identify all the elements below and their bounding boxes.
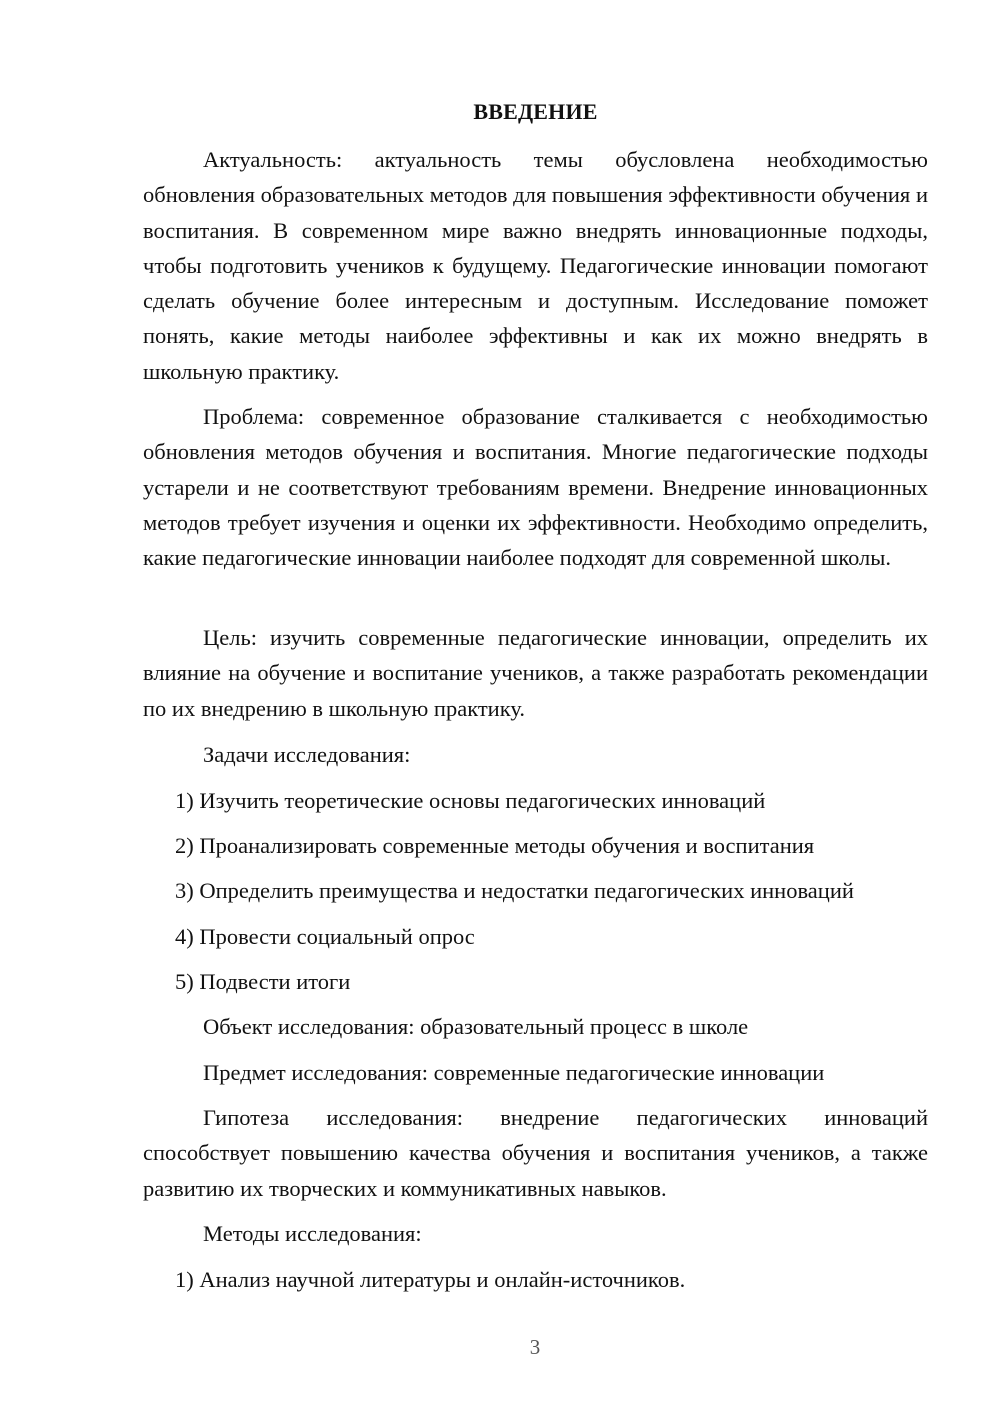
- object-block: [143, 1009, 928, 1044]
- list-item: 2) Проанализировать современные методы обучения и воспитания: [175, 833, 815, 858]
- hypothesis-block: [143, 1100, 928, 1206]
- research-object: Объект исследования: образовательный процесс в школе: [203, 1014, 749, 1039]
- research-subject: Предмет исследования: современные педагогические инновации: [203, 1060, 825, 1085]
- tasks-heading: Задачи исследования:: [203, 742, 411, 767]
- problem-block: [143, 399, 928, 575]
- hypothesis-paragraph: Гипотеза исследования: внедрение педагогических инноваций способствует повышению качества обучения и воспитания учеников, а также развитию их творческих и коммуникативных навыков.: [143, 1105, 928, 1201]
- problem-paragraph: Проблема: современное образование сталкивается с необходимостью обновления методов обучения и воспитания. Многие педагогические подходы устарели и не соответствуют требованиям времени. Внедрение инновационных методов требует изучения и оценки их эффективности. Необходимо определить, какие педагогические инновации наиболее подходят для современной школы.: [143, 404, 928, 571]
- tasks-heading-block: [143, 737, 928, 772]
- relevance-block: [143, 142, 928, 389]
- subject-block: [143, 1055, 928, 1090]
- list-item: 1) Изучить теоретические основы педагогических инноваций: [175, 788, 766, 813]
- tasks-item-1-block: [143, 783, 928, 818]
- tasks-item-5-block: [143, 964, 928, 999]
- list-item: 1) Анализ научной литературы и онлайн-источников.: [175, 1267, 686, 1292]
- tasks-item-2-block: [143, 828, 928, 863]
- goal-paragraph: Цель: изучить современные педагогические инновации, определить их влияние на обучение и воспитание учеников, а также разработать рекомендации по их внедрению в школьную практику.: [143, 625, 928, 721]
- methods-item-1-block: [143, 1262, 928, 1297]
- list-item: 4) Провести социальный опрос: [175, 924, 475, 949]
- tasks-item-3-block: [143, 873, 928, 908]
- list-item: 5) Подвести итоги: [175, 969, 351, 994]
- list-item: 3) Определить преимущества и недостатки педагогических инноваций: [175, 878, 854, 903]
- tasks-item-4-block: [143, 919, 928, 954]
- page-number: 3: [529, 1335, 541, 1359]
- methods-heading-block: [143, 1216, 928, 1251]
- page-title: ВВЕДЕНИЕ: [473, 99, 598, 124]
- goal-block: [143, 620, 928, 726]
- relevance-paragraph: Актуальность: актуальность темы обусловлена необходимостью обновления образовательных методов для повышения эффективности обучения и воспитания. В современном мире важно внедрять инновационные подходы, чтобы подготовить учеников к будущему. Педагогические инновации помогают сделать обучение более интересным и доступным. Исследование поможет понять, какие методы наиболее эффективны и как их можно внедрять в школьную практику.: [143, 147, 928, 384]
- methods-heading: Методы исследования:: [203, 1221, 422, 1246]
